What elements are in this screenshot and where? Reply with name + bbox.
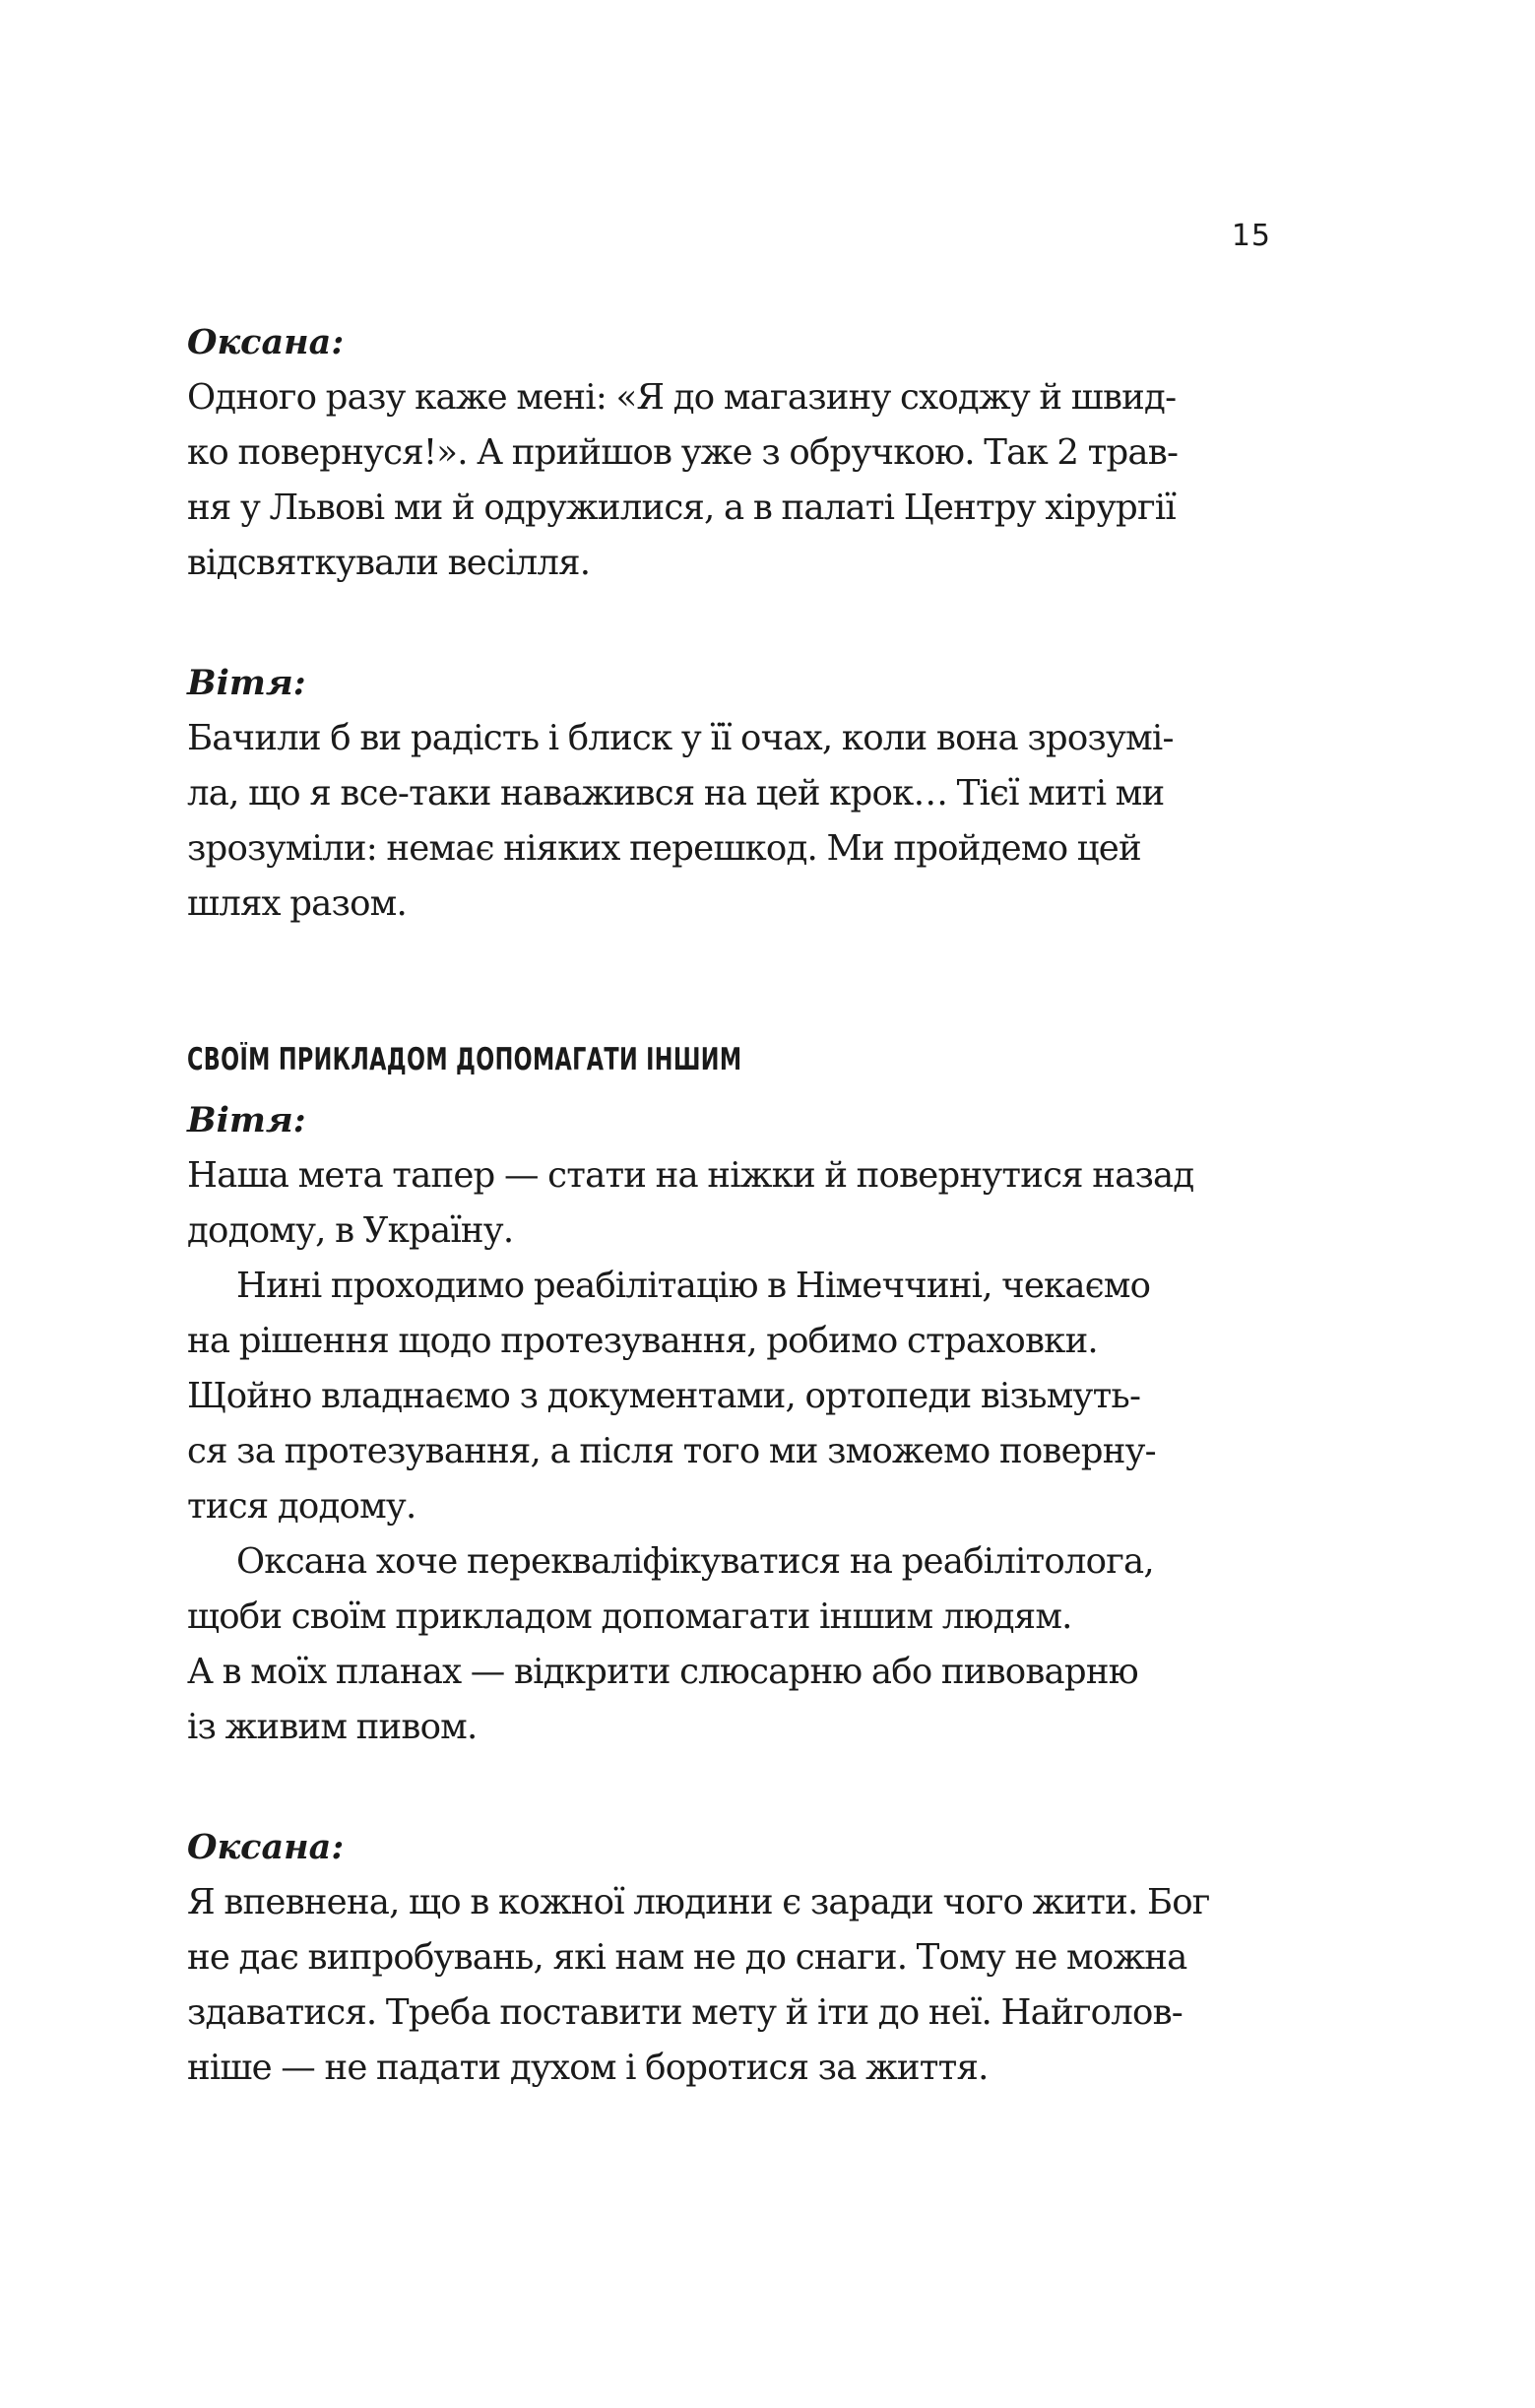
text-line: ко повернуся!». А прийшов уже з обручкою. Так 2 трав- bbox=[187, 432, 1179, 473]
text-line: тися додому. bbox=[187, 1486, 416, 1527]
text-line: зрозуміли: немає ніяких перешкод. Ми пройдемо цей bbox=[187, 828, 1141, 869]
text-line: Наша мета тапер — стати на ніжки й повернутися назад bbox=[187, 1155, 1194, 1196]
text-line: Одного разу каже мені: «Я до магазину сходжу й швид- bbox=[187, 377, 1177, 418]
text-line: на рішення щодо протезування, робимо страховки. bbox=[187, 1321, 1098, 1361]
dialogue-block-oksana-1 bbox=[187, 315, 1270, 591]
dialogue-block-oksana-2 bbox=[187, 1820, 1270, 2096]
paragraph bbox=[187, 1259, 1270, 1534]
paragraph bbox=[187, 370, 1270, 591]
text-line: ся за протезування, а після того ми зможемо поверну- bbox=[187, 1431, 1156, 1471]
page-content bbox=[187, 315, 1270, 2096]
text-line: А в моїх планах — відкрити слюсарню або пивоварню bbox=[187, 1652, 1138, 1692]
text-line: додому, в Україну. bbox=[187, 1210, 514, 1251]
text-line: ніше — не падати духом і боротися за життя. bbox=[187, 2048, 989, 2088]
paragraph bbox=[187, 1875, 1270, 2096]
text-line: Щойно владнаємо з документами, ортопеди візьмуть- bbox=[187, 1376, 1141, 1416]
text-line: Бачили б ви радість і блиск у її очах, коли вона зрозумі- bbox=[187, 718, 1174, 758]
text-line: щоби своїм прикладом допомагати іншим людям. bbox=[187, 1596, 1072, 1637]
text-line: ня у Львові ми й одружилися, а в палаті Центру хірургії bbox=[187, 488, 1176, 528]
text-line: ла, що я все-таки наважився на цей крок… Тієї миті ми bbox=[187, 773, 1165, 814]
text-line: Оксана хоче перекваліфікуватися на реабілітолога, bbox=[236, 1541, 1154, 1582]
section-heading: СВОЇМ ПРИКЛАДОМ ДОПОМАГАТИ ІНШИМ bbox=[187, 1042, 742, 1077]
paragraph bbox=[187, 1534, 1270, 1755]
page-number: 15 bbox=[1231, 219, 1271, 253]
paragraph bbox=[187, 711, 1270, 932]
text-line: Я впевнена, що в кожної людини є заради чого жити. Бог bbox=[187, 1882, 1210, 1922]
paragraph bbox=[187, 1148, 1270, 1259]
speaker-label: Оксана: bbox=[187, 1827, 345, 1867]
speaker-label: Вітя: bbox=[187, 663, 306, 703]
speaker-label: Вітя: bbox=[187, 1100, 306, 1140]
text-line: відсвяткували весілля. bbox=[187, 543, 591, 583]
text-line: здаватися. Треба поставити мету й іти до неї. Найголов- bbox=[187, 1992, 1183, 2033]
dialogue-block-vitya-2 bbox=[187, 1093, 1270, 1755]
dialogue-block-vitya-1 bbox=[187, 656, 1270, 932]
text-line: із живим пивом. bbox=[187, 1707, 478, 1747]
text-line: не дає випробувань, які нам не до снаги. Тому не можна bbox=[187, 1937, 1187, 1978]
text-line: шлях разом. bbox=[187, 883, 407, 924]
speaker-label: Оксана: bbox=[187, 322, 345, 362]
text-line: Нині проходимо реабілітацію в Німеччині, чекаємо bbox=[236, 1266, 1151, 1306]
